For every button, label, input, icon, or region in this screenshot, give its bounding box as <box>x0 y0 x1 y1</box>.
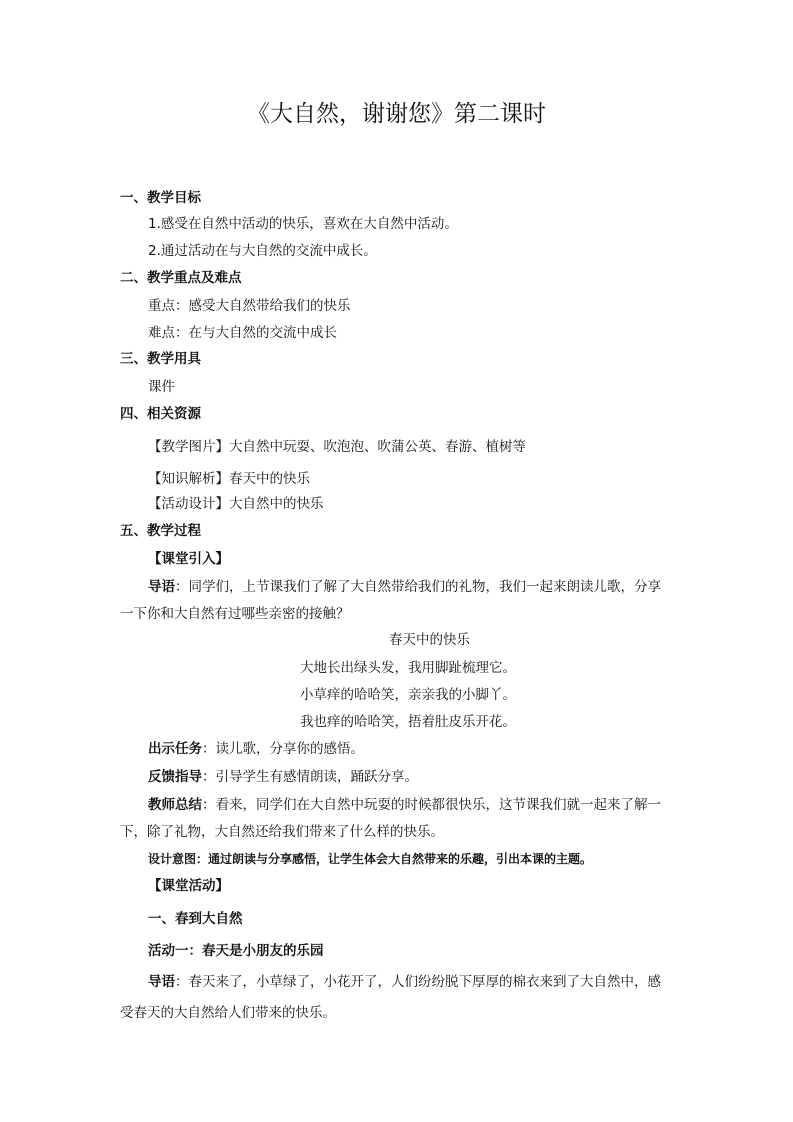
design-note: 设计意图：通过朗读与分享感悟，让学生体会大自然带来的乐趣，引出本课的主题。 <box>148 852 593 866</box>
guide-paragraph-line1 <box>148 578 661 596</box>
summary-text-line1: ：看来，同学们在大自然中玩耍的时候都很快乐，这节课我们就一起来了解一 <box>202 797 661 813</box>
key-point: 重点：感受大自然带给我们的快乐 <box>148 298 351 314</box>
summary-text-line2: 下，除了礼物，大自然还给我们带来了什么样的快乐。 <box>120 824 444 840</box>
feedback-text: ：引导学生有感情朗读，踊跃分享。 <box>202 769 418 785</box>
tool-item: 课件 <box>148 379 175 395</box>
heading-class-intro: 【课堂引入】 <box>148 551 229 567</box>
guide2-text-line1: ：春天来了，小草绿了，小花开了，人们纷纷脱下厚厚的棉衣来到了大自然中，感 <box>175 974 661 990</box>
heading-activity1: 活动一：春天是小朋友的乐园 <box>148 943 324 959</box>
task-text: ：读儿歌，分享你的感悟。 <box>202 741 364 757</box>
resource-item-images: 【教学图片】大自然中玩耍、吹泡泡、吹蒲公英、春游、植树等 <box>148 439 526 455</box>
resource-item-activity: 【活动设计】大自然中的快乐 <box>148 496 324 512</box>
guide2-line1 <box>148 973 661 991</box>
summary-line1 <box>148 796 661 814</box>
goal-item-1: 1.感受在自然中活动的快乐，喜欢在大自然中活动。 <box>148 216 458 232</box>
poem-title: 春天中的快乐 <box>389 632 470 648</box>
feedback-label: 反馈指导 <box>148 769 202 785</box>
guide2-text-line2: 受春天的大自然给人们带来的快乐。 <box>120 1005 336 1021</box>
heading-process: 五、教学过程 <box>120 523 201 539</box>
poem-line-2: 小草痒的哈哈笑，亲亲我的小脚丫。 <box>300 687 516 703</box>
document-title: 《大自然，谢谢您》第二课时 <box>247 101 546 127</box>
guide2-label: 导语 <box>148 974 175 990</box>
feedback-line <box>148 768 418 786</box>
heading-key-points: 二、教学重点及难点 <box>120 270 242 286</box>
heading-part1: 一、春到大自然 <box>148 911 243 927</box>
guide-label: 导语 <box>148 579 175 595</box>
task-line <box>148 740 364 758</box>
summary-label: 教师总结 <box>148 797 202 813</box>
heading-tools: 三、教学用具 <box>120 351 201 367</box>
heading-resources: 四、相关资源 <box>120 406 201 422</box>
resource-item-knowledge: 【知识解析】春天中的快乐 <box>148 471 310 487</box>
goal-item-2: 2.通过活动在与大自然的交流中成长。 <box>148 243 377 259</box>
guide-text-line1: ：同学们，上节课我们了解了大自然带给我们的礼物，我们一起来朗读儿歌，分享 <box>175 579 661 595</box>
heading-class-activity: 【课堂活动】 <box>148 878 229 894</box>
poem-line-1: 大地长出绿头发，我用脚趾梳理它。 <box>300 660 516 676</box>
poem-line-3: 我也痒的哈哈笑，捂着肚皮乐开花。 <box>300 714 516 730</box>
heading-goals: 一、教学目标 <box>120 190 201 206</box>
difficult-point: 难点：在与大自然的交流中成长 <box>148 325 337 341</box>
guide-text-line2: 一下你和大自然有过哪些亲密的接触？ <box>120 606 350 622</box>
task-label: 出示任务 <box>148 741 202 757</box>
